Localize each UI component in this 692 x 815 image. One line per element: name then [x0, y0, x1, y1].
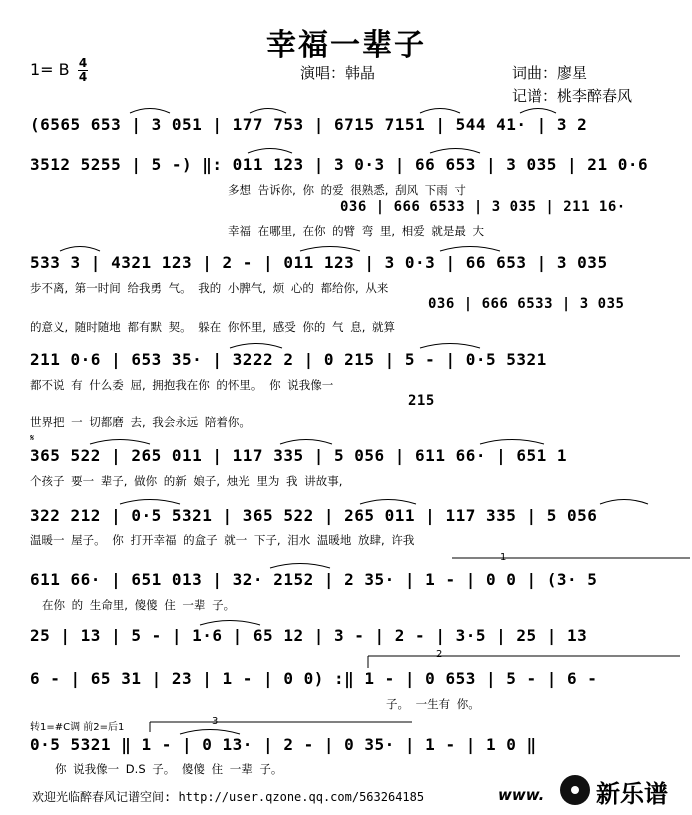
- lyric-row-4-verse-1: 都不说 有 什么委 屈, 拥抱我在你 的怀里。 你 说我像一: [30, 378, 334, 392]
- notation-row-9: 6 - | 65 31 | 23 | 1 - | 0 0) :‖ 1 - | 0 653 | 5 - | 6 -: [30, 669, 598, 688]
- slur-14: [480, 440, 544, 445]
- song-title: 幸福一辈子: [266, 28, 426, 63]
- lyric-row-3-verse-2: 的意义, 随时随地 都有默 契。 躲在 你怀里, 感受 你的 气 息, 就算: [30, 320, 396, 334]
- lyric-row-5: 个孩子 要一 辈子, 做你 的新 娘子, 烛光 里为 我 讲故事,: [30, 474, 343, 488]
- slur-12: [90, 440, 150, 445]
- slur-9: [440, 247, 500, 252]
- transcriber-credit: 记谱：桃李醉春风: [512, 87, 633, 105]
- notation-row-3-alt: 036 | 666 6533 | 3 035: [428, 296, 625, 312]
- slur-4: [520, 109, 556, 114]
- composer-credit: 词曲：廖星: [512, 64, 588, 82]
- lyric-row-7: 在你 的 生命里, 傻傻 住 一辈 子。: [42, 598, 236, 612]
- notation-row-6: 322 212 | 0·5 5321 | 365 522 | 265 011 | 117 335 | 5 056: [30, 506, 598, 525]
- slur-6: [430, 149, 480, 154]
- time-numerator: 4: [78, 56, 88, 70]
- notation-row-5: 365 522 | 265 011 | 117 335 | 5 056 | 611 66· | 651 1: [30, 446, 568, 465]
- slur-1: [130, 109, 170, 114]
- notation-row-2: 3512 5255 | 5 -) ‖: 011 123 | 3 0·3 | 66 653 | 3 035 | 21 0·6: [30, 155, 649, 174]
- footer-text: 欢迎光临醉春风记谱空间: http://user.qzone.qq.com/563264185: [32, 790, 425, 804]
- slur-5: [248, 149, 292, 154]
- singer-credit: 演唱：韩晶: [300, 64, 376, 82]
- lyric-row-2-verse-2: 幸福 在哪里, 在你 的臂 弯 里, 相爱 就是最 大: [228, 224, 485, 238]
- lyric-row-9: 子。 一生有 你。: [386, 697, 480, 711]
- slur-8: [300, 247, 360, 252]
- slur-20: [180, 730, 240, 735]
- volta-1-label: 1: [500, 552, 507, 563]
- volta-3-bracket: [150, 722, 412, 732]
- time-denominator: 4: [78, 70, 88, 84]
- slur-13: [280, 440, 332, 445]
- volta-2-label: 2: [436, 649, 443, 660]
- slur-17: [600, 500, 648, 505]
- lyric-row-4-verse-2: 世界把 一 切都磨 去, 我会永远 陪着你。: [30, 415, 251, 429]
- notation-row-2-alt: 036 | 666 6533 | 3 035 | 211 16·: [340, 199, 626, 215]
- slur-11: [420, 344, 480, 349]
- volta-3-label: 3: [212, 716, 219, 727]
- lyric-row-3-verse-1: 步不离, 第一时间 给我勇 气。 我的 小脾气, 烦 心的 都给你, 从来: [30, 281, 389, 295]
- notation-row-10: 0·5 5321 ‖ 1 - | 0 13· | 2 - | 0 35· | 1 - | 1 0 ‖: [30, 735, 537, 754]
- notation-row-4: 211 0·6 | 653 35· | 3222 2 | 0 215 | 5 - | 0·5 5321: [30, 350, 547, 369]
- slur-19: [200, 621, 260, 626]
- volta-2-bracket: [368, 656, 680, 668]
- lyric-row-2-verse-1: 多想 告诉你, 你 的爱 很熟悉, 刮风 下雨 寸: [228, 183, 466, 197]
- modulation-note: 转1=#C调 前2=后1: [30, 722, 125, 733]
- notation-row-8: 25 | 13 | 5 - | 1·6 | 65 12 | 3 - | 2 - | 3·5 | 25 | 13: [30, 626, 588, 645]
- slur-7: [60, 247, 100, 252]
- lyric-row-10: 你 说我像一 D.S 子。 傻傻 住 一辈 子。: [55, 762, 283, 776]
- notation-row-7: 611 66· | 651 013 | 32· 2152 | 2 35· | 1 - | 0 0 | (3· 5: [30, 570, 598, 589]
- notation-row-4-alt: 215: [408, 393, 435, 409]
- slur-10: [230, 344, 282, 349]
- notation-row-1: (6565 653 | 3 051 | 177 753 | 6715 7151 | 544 41· | 3 2: [30, 115, 588, 134]
- slur-2: [250, 109, 286, 114]
- slur-15: [120, 500, 180, 505]
- record-logo-icon: [560, 775, 590, 805]
- key-signature: 1= B: [30, 60, 70, 79]
- slur-18: [270, 564, 330, 569]
- site-logo-text: 新乐谱: [596, 780, 668, 808]
- notation-row-3: 533 3 | 4321 123 | 2 - | 011 123 | 3 0·3 | 66 653 | 3 035: [30, 253, 608, 272]
- slur-16: [360, 500, 416, 505]
- slur-3: [420, 109, 460, 114]
- lyric-row-6: 温暖一 屋子。 你 打开幸福 的盒子 就一 下子, 泪水 温暖地 放肆, 许我: [30, 533, 415, 547]
- watermark-text: www.: [498, 786, 545, 804]
- segno-sign: 𝄋: [30, 433, 35, 444]
